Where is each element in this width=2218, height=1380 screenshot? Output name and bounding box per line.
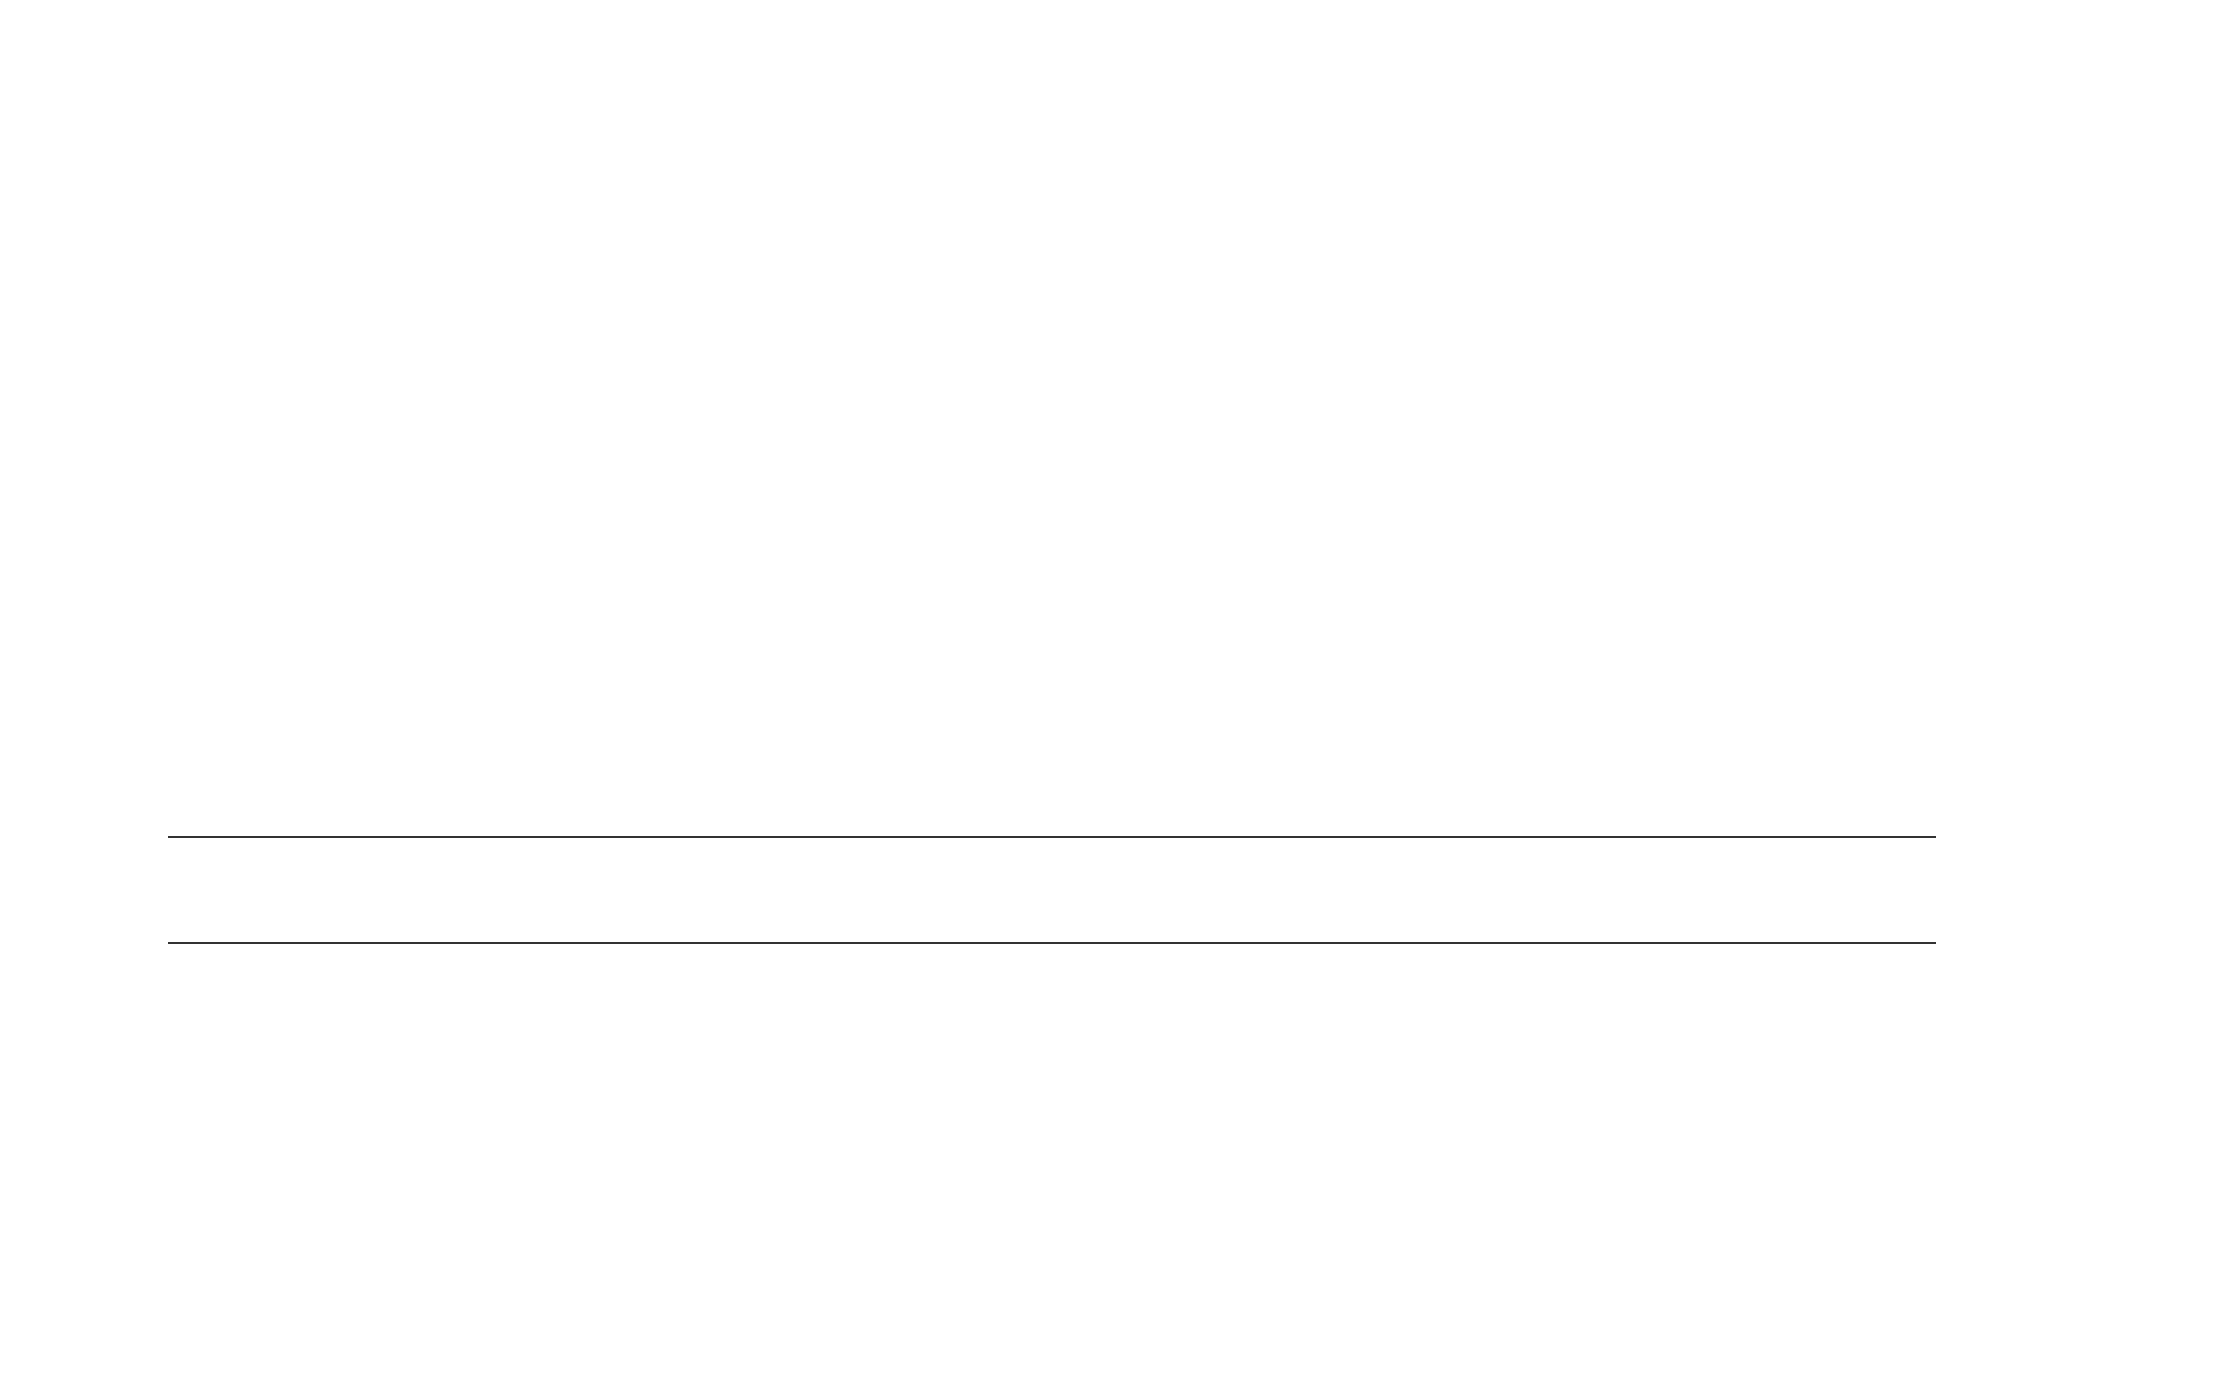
table-rule [168, 836, 1936, 838]
table-rule [168, 942, 1936, 944]
